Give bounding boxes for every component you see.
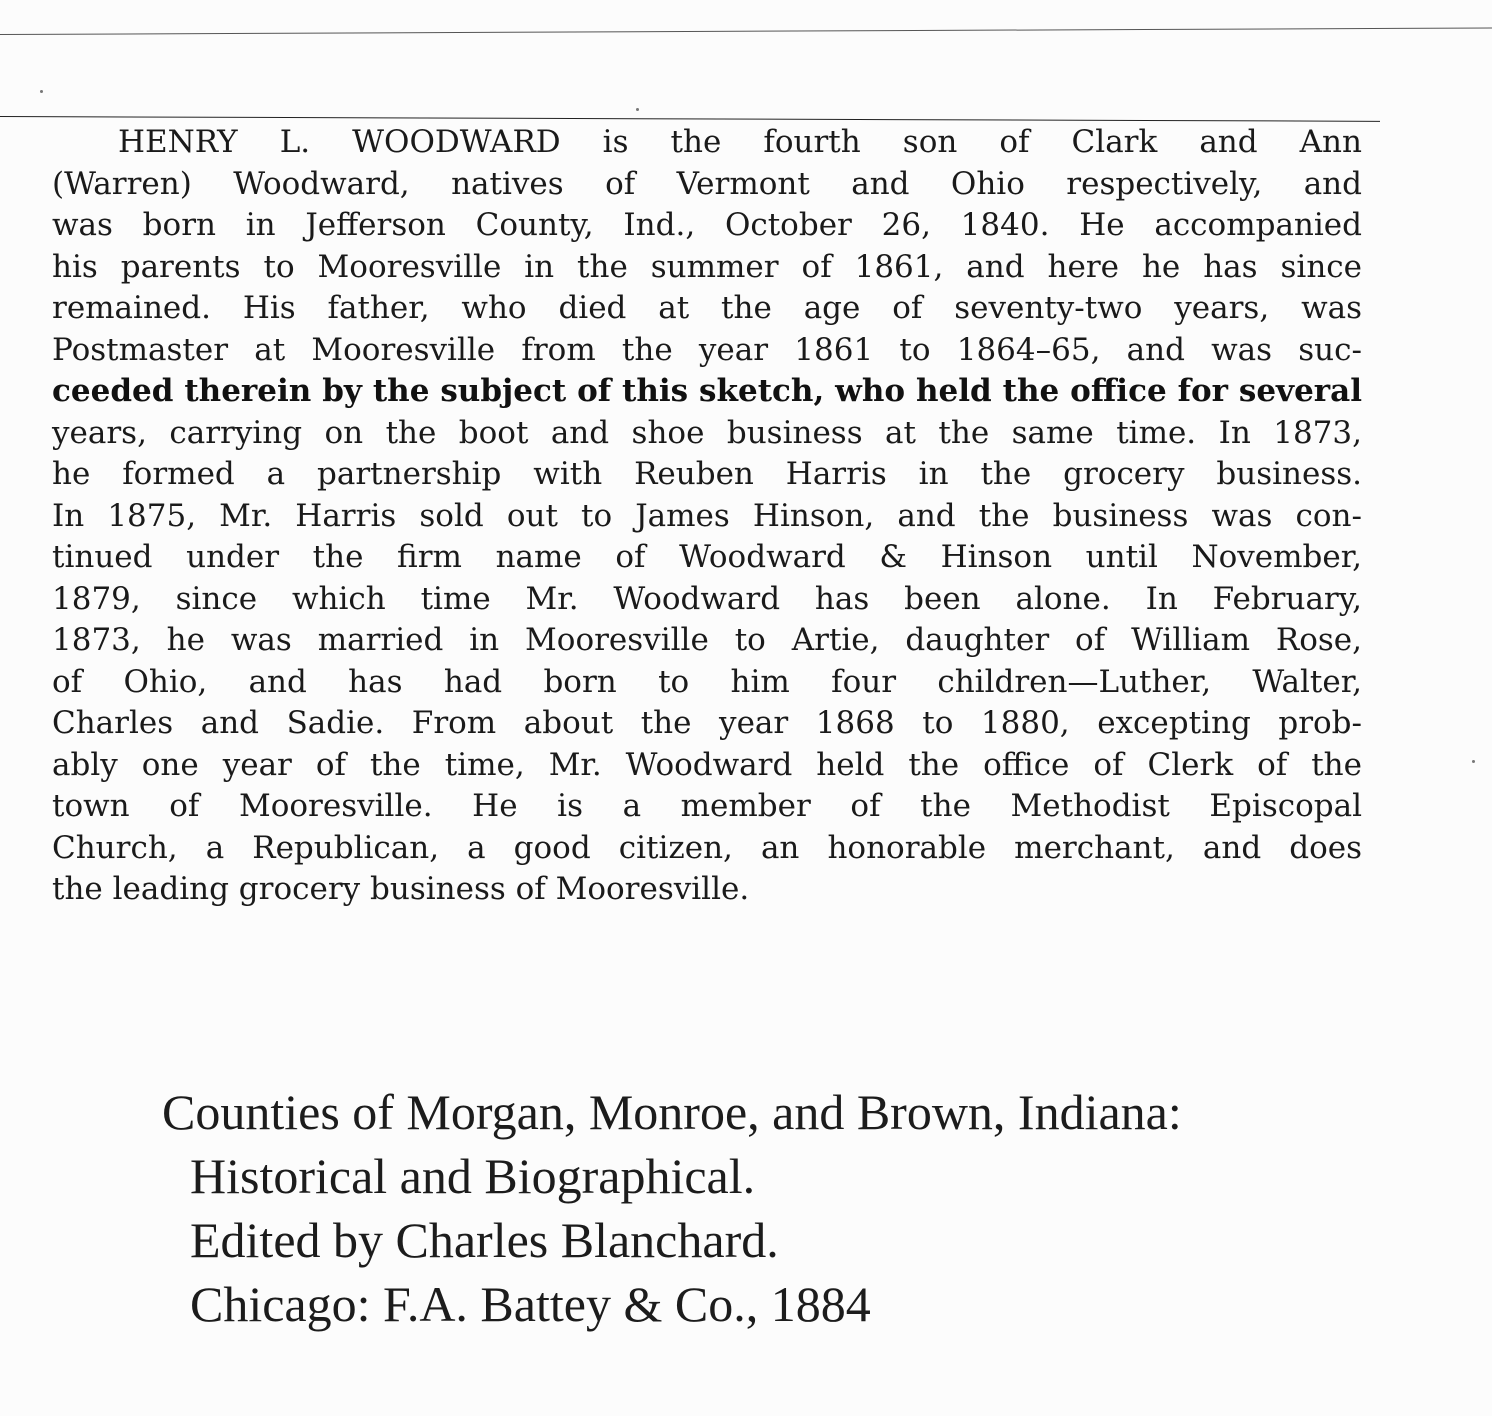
- article-line: years, carrying on the boot and shoe business at the same time. In 1873,: [52, 414, 1362, 451]
- article-line: town of Mooresville. He is a member of the Methodist Episcopal: [52, 788, 1362, 824]
- article-line: ably one year of the time, Mr. Woodward held the office of Clerk of the: [52, 746, 1362, 783]
- article-line: 1879, since which time Mr. Woodward has been alone. In February,: [52, 580, 1362, 617]
- article-line: (Warren) Woodward, natives of Vermont and Ohio respectively, and: [52, 165, 1362, 202]
- article-line: he formed a partnership with Reuben Harris in the grocery business.: [52, 456, 1362, 492]
- article-line: Church, a Republican, a good citizen, an honorable merchant, and does: [52, 829, 1362, 866]
- article-line: Charles and Sadie. From about the year 1868 to 1880, excepting prob-: [52, 705, 1362, 741]
- source-citation: [162, 1080, 1402, 1336]
- biography-clipping: [52, 122, 1362, 911]
- citation-publisher: Chicago: F.A. Battey & Co., 1884: [190, 1276, 871, 1332]
- article-line: of Ohio, and has had born to him four children—Luther, Walter,: [52, 663, 1362, 700]
- article-line: HENRY L. WOODWARD is the fourth son of Clark and Ann: [118, 124, 1362, 160]
- scan-speck: [636, 108, 639, 111]
- article-line: ceeded therein by the subject of this sketch, who held the office for several: [52, 373, 1362, 409]
- article-line: 1873, he was married in Mooresville to Artie, daughter of William Rose,: [52, 622, 1362, 658]
- article-line: the leading grocery business of Mooresville.: [52, 871, 750, 907]
- article-line: In 1875, Mr. Harris sold out to James Hinson, and the business was con-: [52, 497, 1362, 534]
- scan-edge-line: [0, 27, 1492, 35]
- article-line: remained. His father, who died at the age of seventy-two years, was: [52, 290, 1362, 326]
- article-line: his parents to Mooresville in the summer of 1861, and here he has since: [52, 248, 1362, 285]
- citation-editor: Edited by Charles Blanchard.: [190, 1212, 779, 1268]
- clipping-top-edge: [0, 116, 1380, 122]
- article-line: tinued under the firm name of Woodward & Hinson until November,: [52, 539, 1362, 575]
- citation-title-line2: Historical and Biographical.: [190, 1148, 756, 1204]
- scan-speck: [1472, 760, 1475, 763]
- article-line: Postmaster at Mooresville from the year 1861 to 1864–65, and was suc-: [52, 331, 1362, 368]
- citation-title-line1: Counties of Morgan, Monroe, and Brown, Indiana:: [162, 1084, 1182, 1140]
- scan-speck: [40, 90, 43, 93]
- article-line: was born in Jefferson County, Ind., October 26, 1840. He accompanied: [52, 207, 1362, 243]
